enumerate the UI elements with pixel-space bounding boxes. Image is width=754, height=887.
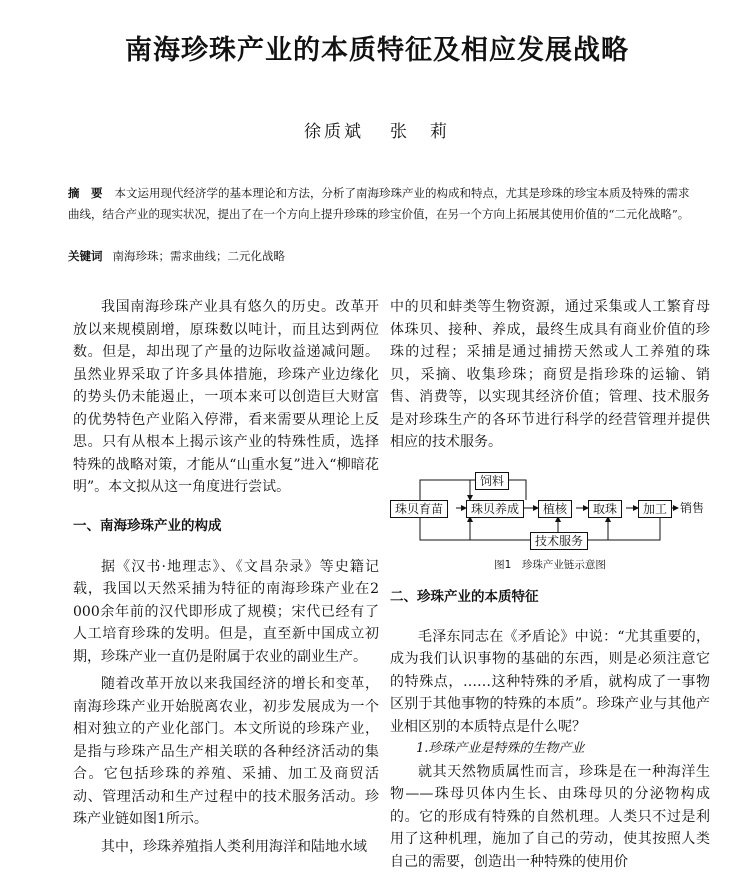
author-name: 张 莉 [390,122,450,142]
subsection-heading: 1.珍珠产业是特殊的生物产业 [416,741,585,756]
diagram-node-sales: 销售 [680,500,705,515]
right-column [390,296,710,873]
diagram-node-seedling: 珠贝育苗 [390,500,448,518]
diagram-node-raising: 珠贝养成 [466,500,524,518]
paragraph: 随着改革开放以来我国经济的增长和变革，南海珍珠产业开始脱离农业，初步发展成为一个相对独立的产业化部门。本文所说的珍珠产业，是指与珍珠产品生产相关联的各种经济活动的集合。它包括珍珠的养殖、采捕、加工及商贸活动、管理活动和生产过程中的技术服务活动。珍珠产业链如图1所示。 [73,676,379,827]
diagram-node-processing: 加工 [638,500,672,518]
figure-caption: 图1 珍珠产业链示意图 [494,558,606,571]
paragraph: 中的贝和蚌类等生物资源，通过采集或人工繁育母体珠贝、接种、养成，最终生成具有商业价值的珍珠的过程；采捕是通过捕捞天然或人工养殖的珠贝，采摘、收集珍珠；商贸是指珍珠的运输、销售、消费等，以实现其经济价值；管理、技术服务是对珍珠生产的各环节进行科学的经营管理并提供相应的技术服务。 [390,299,710,450]
keywords-label: 关键词 [68,249,103,263]
abstract-text: 本文运用现代经济学的基本理论和方法，分析了南海珍珠产业的构成和特点，尤其是珍珠的珍宝本质及特殊的需求曲线，结合产业的现实状况，提出了在一个方向上提升珍珠的珍宝价值，在另一个方向上拓展其使用价值的“二元化战略”。 [68,186,690,221]
author-name: 徐质斌 [304,122,364,142]
paragraph: 其中，珍珠养殖指人类利用海洋和陆地水域 [101,838,367,855]
paragraph: 就其天然物质属性而言，珍珠是在一种海洋生物——珠母贝体内生长、由珠母贝的分泌物构成的。它的形成有特殊的自然机理。人类只不过是利用了这种机理，施加了自己的劳动，使其按照人类自己的需要，创造出一种特殊的使用价 [390,763,710,870]
diagram-node-tech-service: 技术服务 [530,532,588,550]
industry-chain-diagram [390,464,710,554]
authors [0,117,754,142]
paragraph: 我国南海珍珠产业具有悠久的历史。改革开放以来规模剧增，原珠数以吨计，而且达到两位数。但是，却出现了产量的边际收益递减问题。虽然业界采取了许多具体措施，珍珠产业边缘化的势头仍未能遏止，一项本来可以创造巨大财富的优势特色产业陷入停滞，看来需要从理论上反思。只有从根本上揭示该产业的特殊性质，选择特殊的战略对策，才能从“山重水复”进入“柳暗花明”。本文拟从这一角度进行尝试。 [73,299,379,495]
left-column [73,296,379,858]
abstract-label: 摘 要 [68,186,103,200]
paragraph: 据《汉书·地理志》、《文昌杂录》等史籍记载，我国以天然采捕为特征的南海珍珠产业在2 000余年前的汉代即形成了规模；宋代已经有了人工培育珍珠的发明。但是，直至新中国成立初期，珍珠产业一直仍是附属于农业的副业生产。 [73,558,379,665]
paragraph: 毛泽东同志在《矛盾论》中说：“尤其重要的，成为我们认识事物的基础的东西，则是必须注意它的特殊点，……这种特殊的矛盾，就构成了一事物区别于其他事物的特殊的本质”。珍珠产业与其他产业相区别的本质特点是什么呢？ [390,628,710,735]
section-heading: 一、南海珍珠产业的构成 [73,517,222,534]
diagram-node-feed: 饲料 [475,472,509,490]
section-heading: 二、珍珠产业的本质特征 [390,588,539,605]
paper-title: 南海珍珠产业的本质特征及相应发展战略 [125,35,629,66]
keywords [68,246,698,266]
keywords-text: 南海珍珠；需求曲线；二元化战略 [112,249,285,263]
abstract [68,183,698,225]
diagram-node-harvest: 取珠 [588,500,622,518]
diagram-node-grafting: 植核 [538,500,572,518]
